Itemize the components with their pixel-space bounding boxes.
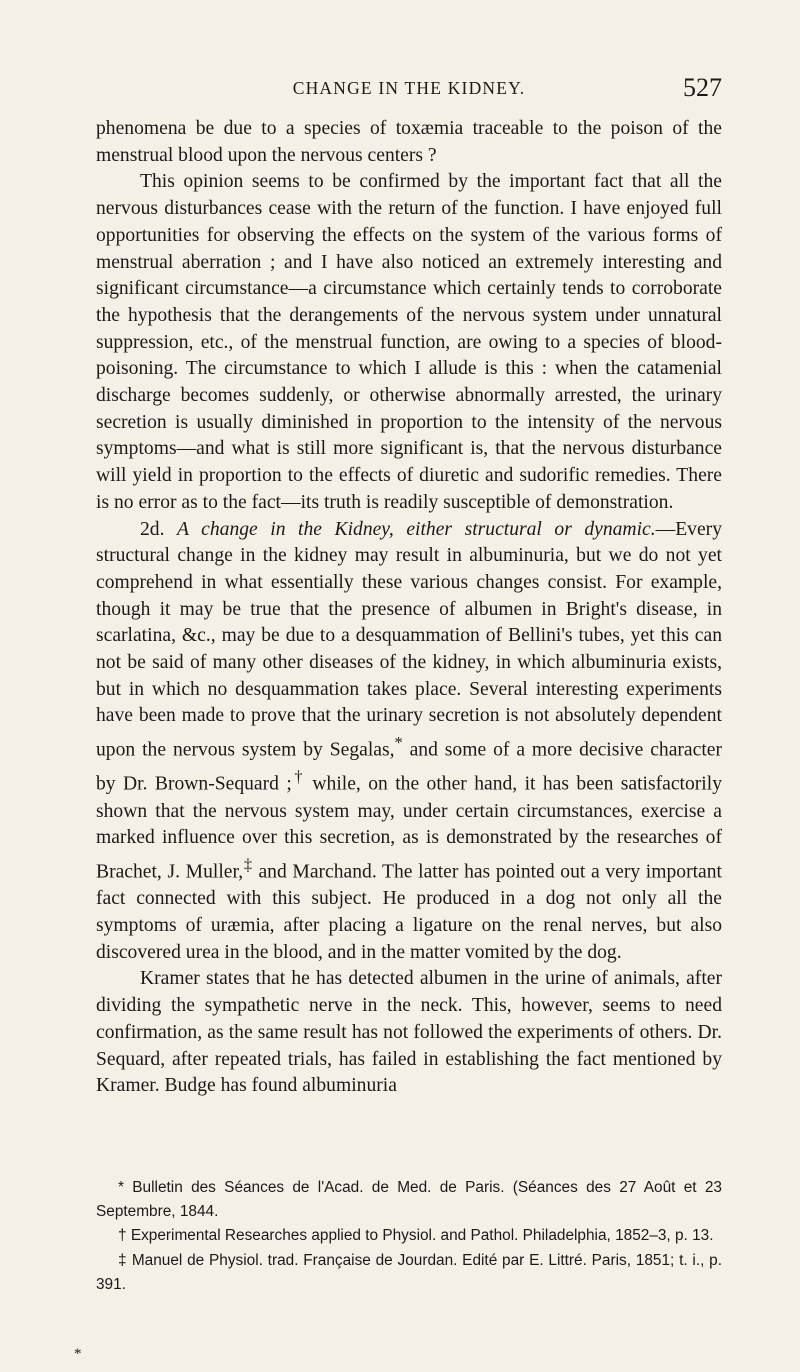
paragraph-kidney-change	[96, 517, 722, 967]
paragraph-text: and Marchand. The latter has pointed out a very important fact connected with this subject. He produced in a dog not only all the symptoms of uræmia, after placing a ligature on the renal nerves, but also discovered urea in the blood, and in the matter vomited by the dog.	[96, 861, 722, 963]
paragraph-opinion: This opinion seems to be confirmed by the important fact that all the nervous disturbances cease with the return of the function. I have enjoyed full opportunities for observing the effects on the system of the various forms of menstrual aberration ; and I have also noticed an extremely interesting and significant circumstance—a circumstance which certainly tends to corroborate the hypothesis that the derangements of the nervous system under unnatural suppression, etc., of the menstrual function, are owing to a species of blood-poisoning. The circumstance to which I allude is this : when the catamenial discharge becomes suddenly, or otherwise abnormally arrested, the urinary secretion is usually diminished in proportion to the intensity of the nervous symptoms—and what is still more significant is, that the nervous disturbance will yield in proportion to the effects of diuretic and sudorific remedies. There is no error as to the fact—its truth is readily susceptible of demonstration.	[96, 171, 722, 513]
paragraph-text: and some of a more decisive character by Dr. Brown-Sequard ;	[96, 739, 722, 795]
section-heading: A change in the Kidney, either structural or dynamic.	[177, 518, 656, 540]
margin-mark: *	[74, 1346, 82, 1362]
paragraph-kramer: Kramer states that he has detected albumen in the urine of animals, after dividing the sympathetic nerve in the neck. This, however, seems to need confirmation, as the same result has not followed the experiments of others. Dr. Sequard, after repeated trials, has failed in establishing the fact mentioned by Kramer. Budge has found albuminuria	[96, 968, 722, 1097]
footnote: † Experimental Researches applied to Physiol. and Pathol. Philadelphia, 1852–3, p. 13.	[118, 1227, 714, 1245]
paragraph-text: while, on the other hand, it has been satisfactorily shown that the nervous system may, under certain circumstances, exercise a marked influence over this secretion, as is demonstrated by the researches of Brachet, J. Muller,	[96, 773, 722, 883]
footnote-marker: ‡	[243, 855, 253, 875]
paragraph-continued: phenomena be due to a species of toxæmia traceable to the poison of the menstrual blood upon the nervous centers ?	[96, 118, 722, 166]
paragraph-text: —Every structural change in the kidney may result in albuminuria, but we do not yet comprehend in what essentially these various changes consist. For example, though it may be true that the presence of albumen in Bright's disease, in scarlatina, &c., may be due to a desquammation of Bellini's tubes, yet this can not be said of many other diseases of the kidney, in which albuminuria exists, but in which no desquammation takes place. Several interesting experiments have been made to prove that the urinary secretion is not absolutely dependent upon the nervous system by Segalas,	[96, 518, 723, 761]
page-number: 527	[683, 73, 722, 102]
footnote: ‡ Manuel de Physiol. trad. Française de Jourdan. Edité par E. Littré. Paris, 1851; t. i., p. 391.	[96, 1251, 722, 1293]
running-head: CHANGE IN THE KIDNEY.	[292, 78, 526, 98]
footnote-marker: †	[291, 767, 305, 787]
body-text	[96, 116, 722, 1100]
page-header	[96, 72, 722, 104]
footnote-marker: *	[394, 733, 403, 753]
footnote: * Bulletin des Séances de l'Acad. de Med. de Paris. (Séances des 27 Août et 23 Septembre, 1844.	[96, 1179, 722, 1221]
footnotes	[96, 1176, 722, 1297]
section-number: 2d.	[140, 518, 178, 540]
